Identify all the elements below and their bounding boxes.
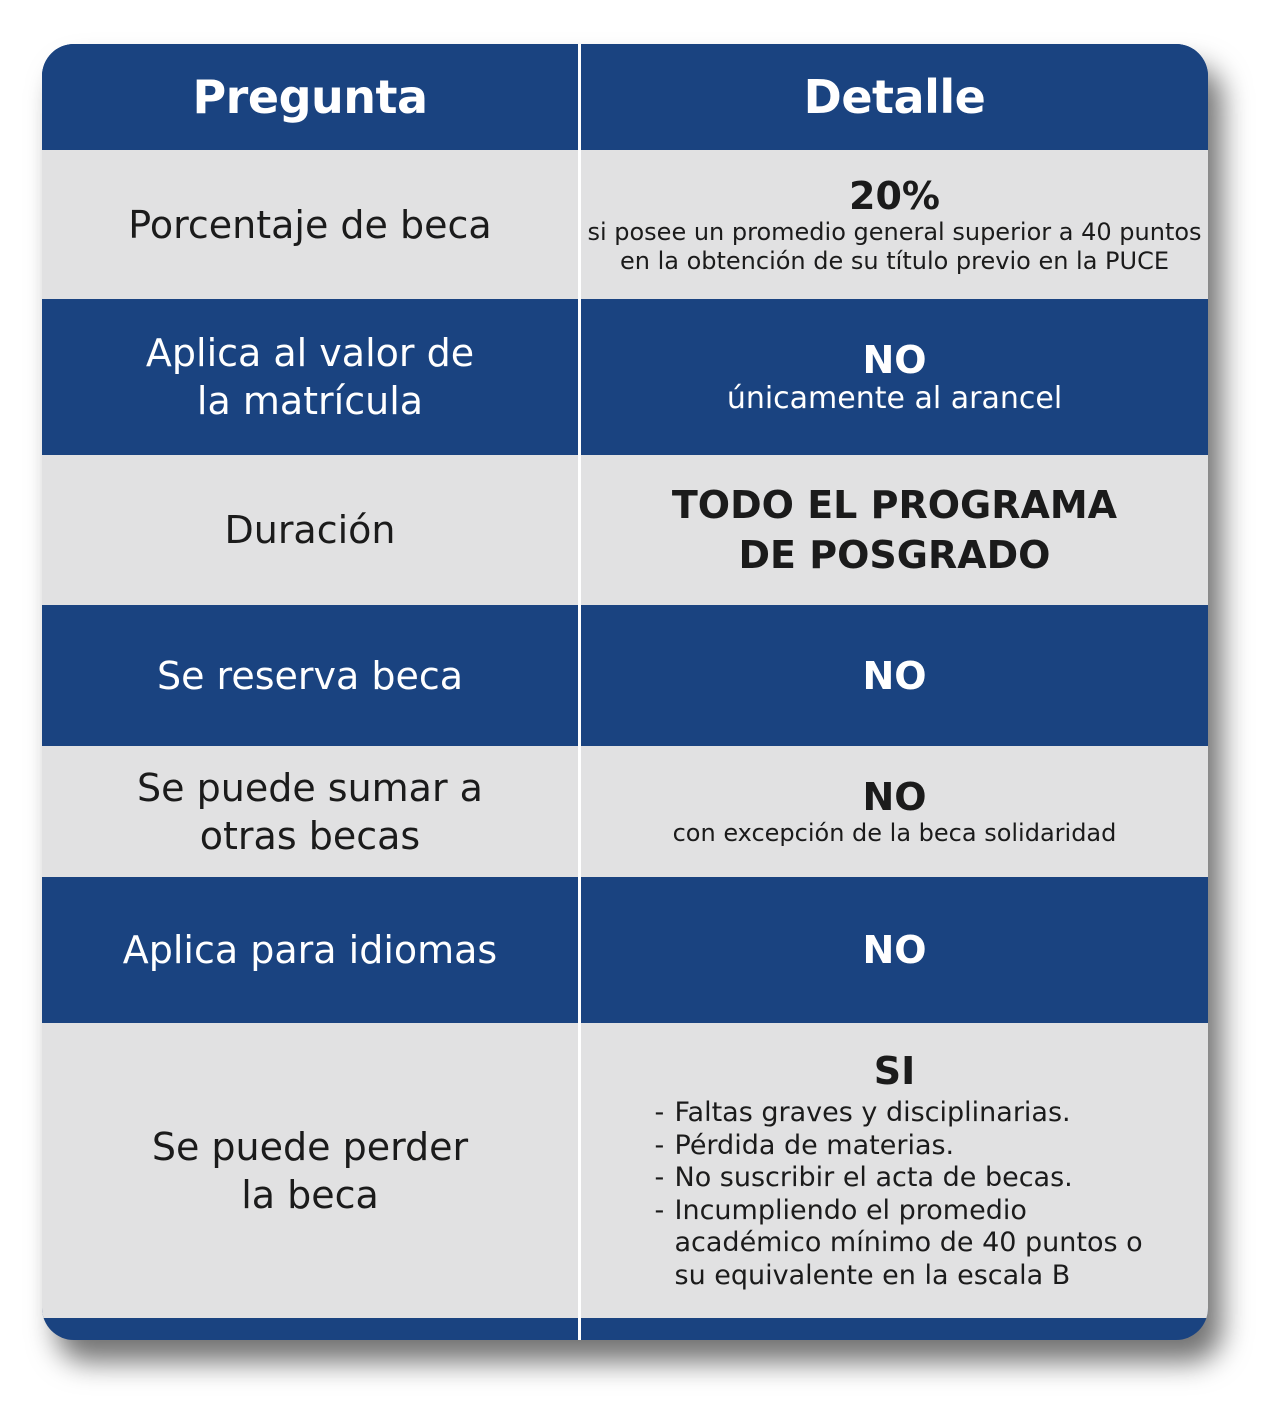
question-cell	[42, 1023, 578, 1318]
answer-note: si posee un promedio general superior a 40 puntos en la obtención de su título previo en la PUCE	[587, 217, 1202, 275]
detail-cell	[581, 877, 1208, 1023]
column-divider	[578, 44, 581, 1340]
question-cell	[42, 605, 578, 746]
answer-note: únicamente al arancel	[726, 381, 1063, 416]
answer-value: 20%	[849, 173, 940, 218]
detail-cell	[581, 746, 1208, 877]
table-row	[42, 605, 1208, 746]
table-row	[42, 455, 1208, 605]
answer-value: NO	[862, 928, 927, 972]
detail-cell	[581, 150, 1208, 299]
table-row	[42, 877, 1208, 1023]
table-row	[42, 1023, 1208, 1318]
list-item: - Faltas graves y disciplinarias.	[655, 1097, 1175, 1130]
answer-note: con excepción de la beca solidaridad	[672, 819, 1117, 847]
question-text: Porcentaje de beca	[128, 202, 492, 247]
answer-value: SI	[873, 1049, 916, 1093]
list-item: - No suscribir el acta de becas.	[655, 1162, 1175, 1195]
table-row	[42, 150, 1208, 299]
question-text: Aplica para idiomas	[122, 928, 498, 972]
table-row	[42, 746, 1208, 877]
question-cell	[42, 455, 578, 605]
question-text: Se puede sumar a otras becas	[137, 765, 483, 858]
question-text: Se puede perder la beca	[151, 1124, 469, 1217]
detail-cell	[581, 605, 1208, 746]
header-detail-cell	[581, 44, 1208, 150]
list-item: - Incumpliendo el promedio académico mínimo de 40 puntos o su equivalente en la escala B	[655, 1195, 1175, 1293]
question-cell	[42, 877, 578, 1023]
table-header	[42, 44, 1208, 150]
header-question-cell	[42, 44, 578, 150]
detail-cell	[581, 455, 1208, 605]
answer-value: NO	[862, 338, 927, 382]
question-text: Aplica al valor de la matrícula	[145, 331, 475, 423]
scholarship-table	[42, 44, 1208, 1340]
answer-value: TODO EL PROGRAMA DE POSGRADO	[671, 483, 1118, 577]
question-text: Duración	[224, 508, 396, 552]
question-text: Se reserva beca	[156, 653, 464, 698]
question-cell	[42, 150, 578, 299]
question-cell	[42, 299, 578, 455]
table-row	[42, 299, 1208, 455]
list-item: - Pérdida de materias.	[655, 1130, 1175, 1163]
loss-conditions-list	[655, 1097, 1175, 1292]
answer-value: NO	[862, 775, 927, 819]
detail-cell	[581, 299, 1208, 455]
header-question: Pregunta	[192, 70, 428, 124]
detail-cell	[581, 1023, 1208, 1318]
header-detail: Detalle	[803, 70, 986, 124]
question-cell	[42, 746, 578, 877]
answer-value: NO	[862, 653, 927, 698]
